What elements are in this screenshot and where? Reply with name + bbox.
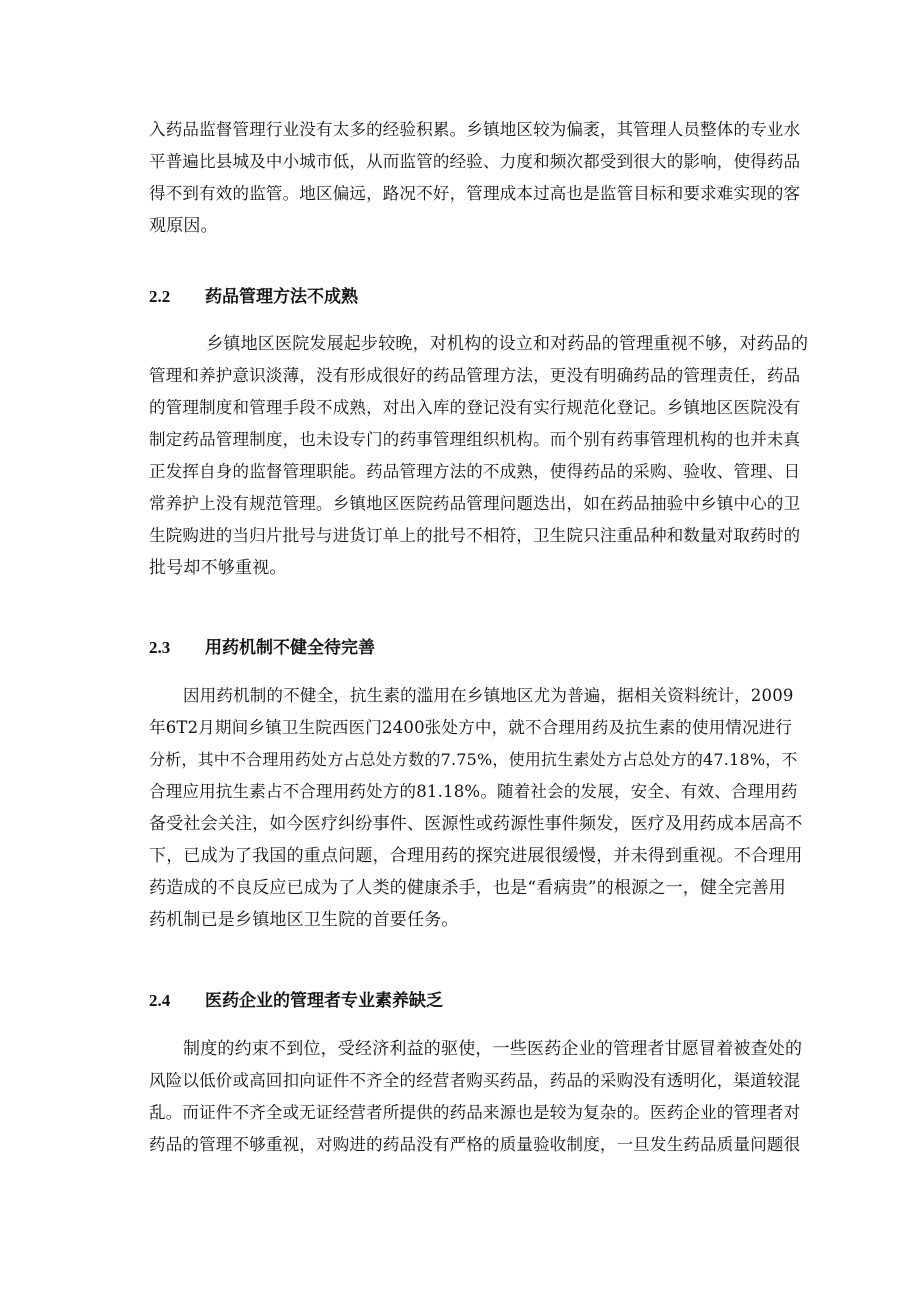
paragraph-2-4 xyxy=(149,1033,809,1161)
text-line: 观原因。 xyxy=(149,216,218,236)
text-line: 平普遍比县城及中小城市低，从而监管的经验、力度和频次都受到很大的影响，使得药品 xyxy=(149,152,801,171)
text-line: 的管理制度和管理手段不成熟，对出入库的登记没有实行规范化登记。乡镇地区医院没有 xyxy=(149,398,801,417)
text-line: 常养护上没有规范管理。乡镇地区医院药品管理问题迭出，如在药品抽验中乡镇中心的卫 xyxy=(149,494,801,513)
section-title: 药品管理方法不成熟 xyxy=(205,287,358,307)
text-line: 批号却不够重视。 xyxy=(149,558,287,578)
text-line: 乱。而证件不齐全或无证经营者所提供的药品来源也是较为复杂的。医药企业的管理者对 xyxy=(149,1103,801,1122)
text-line: 生院购进的当归片批号与进货订单上的批号不相符，卫生院只注重品种和数量对取药时的 xyxy=(149,526,801,545)
section-heading-2-4 xyxy=(149,985,443,1017)
text-line: 因用药机制的不健全，抗生素的滥用在乡镇地区尤为普遍，据相关资料统计，2009 xyxy=(183,686,794,705)
text-line: 备受社会关注，如今医疗纠纷事件、医源性或药源性事件频发，医疗及用药成本居高不 xyxy=(149,814,803,834)
section-number: 2.2 xyxy=(149,287,171,306)
paragraph-2-1-continued xyxy=(149,114,809,242)
text-line: 药造成的不良反应已成为了人类的健康杀手，也是“看病贵”的根源之一，健全完善用 xyxy=(149,878,786,898)
section-number: 2.4 xyxy=(149,991,171,1010)
text-line: 管理和养护意识淡薄，没有形成很好的药品管理方法，更没有明确药品的管理责任，药品 xyxy=(149,366,801,385)
text-line: 年6T2月期间乡镇卫生院西医门2400张处方中，就不合理用药及抗生素的使用情况进行 xyxy=(149,718,793,737)
text-line: 药机制已是乡镇地区卫生院的首要任务。 xyxy=(149,910,459,930)
text-line: 下，已成为了我国的重点问题，合理用药的探究进展很缓慢，并未得到重视。不合理用 xyxy=(149,846,803,866)
text-line: 正发挥自身的监督管理职能。药品管理方法的不成熟，使得药品的采购、验收、管理、日 xyxy=(149,462,801,481)
text-line: 制定药品管理制度，也未设专门的药事管理组织机构。而个别有药事管理机构的也并未真 xyxy=(149,430,801,449)
text-line: 风险以低价或高回扣向证件不齐全的经营者购买药品，药品的采购没有透明化，渠道较混 xyxy=(149,1071,801,1090)
section-heading-2-2 xyxy=(149,281,358,313)
paragraph-2-3 xyxy=(149,680,809,936)
section-title: 用药机制不健全待完善 xyxy=(205,638,375,658)
text-line: 乡镇地区医院发展起步较晚，对机构的设立和对药品的管理重视不够，对药品的 xyxy=(189,334,809,354)
paragraph-2-2 xyxy=(149,328,809,584)
text-line: 分析，其中不合理用药处方占总处方数的7.75%，使用抗生素处方占总处方的47.18%，不 xyxy=(149,750,798,769)
section-title: 医药企业的管理者专业素养缺乏 xyxy=(205,991,443,1011)
section-heading-2-3 xyxy=(149,632,375,664)
section-number: 2.3 xyxy=(149,638,171,657)
text-line: 合理应用抗生素占不合理用药处方的81.18%。随着社会的发展，安全、有效、合理用药 xyxy=(149,782,798,801)
text-line: 药品的管理不够重视，对购进的药品没有严格的质量验收制度，一旦发生药品质量问题很 xyxy=(149,1135,801,1154)
text-line: 入药品监督管理行业没有太多的经验积累。乡镇地区较为偏袤，其管理人员整体的专业水 xyxy=(149,120,801,139)
text-line: 得不到有效的监管。地区偏远，路况不好，管理成本过高也是监管目标和要求难实现的客 xyxy=(149,184,801,203)
text-line: 制度的约束不到位，受经济利益的驱使，一些医药企业的管理者甘愿冒着被查处的 xyxy=(183,1039,803,1059)
